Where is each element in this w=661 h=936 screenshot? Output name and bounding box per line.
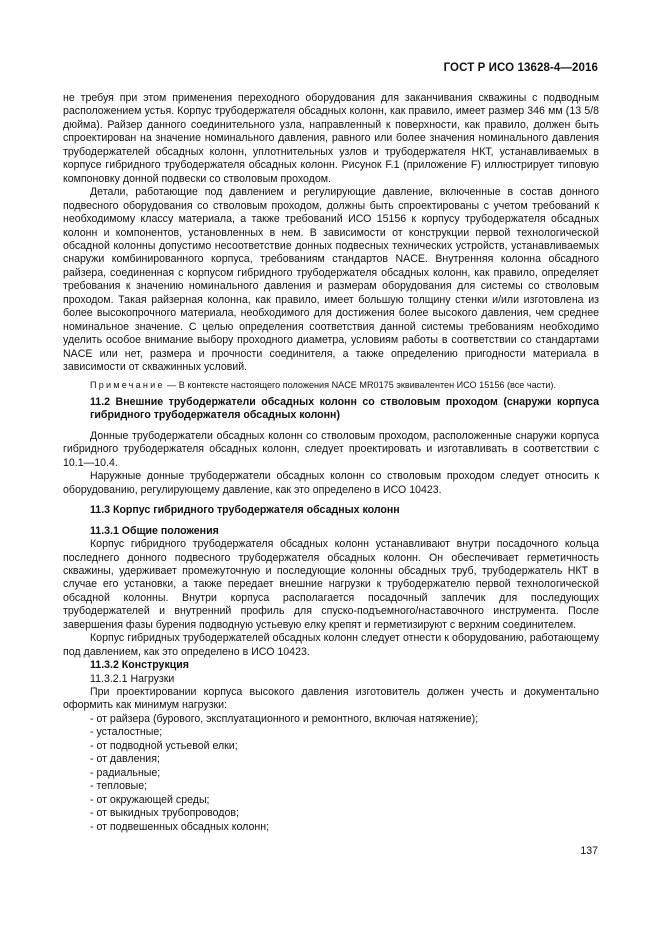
section-heading-11-3-2: 11.3.2 Конструкция xyxy=(90,659,189,672)
note-text: — В контексте настоящего положения NACE MR0175 эквивалентен ИСО 15156 (все части). xyxy=(164,379,556,390)
list-item: - радиальные; xyxy=(90,766,161,779)
paragraph-continuation: не требуя при этом применения переходного оборудования для заканчивания скважины с подводным расположением устья. Корпус трубодержателя обсадных колонн, как правило, имеет размер 346 мм (13 5/8 дюйма). Райзер данного соединительного узла, направленный к поверхности, как правило, должен быть спроектирован на значение номинального давления, равного или более значения номинального давления трубодержателей обсадных колонн, уплотнительных узлов и трубодержателя НКТ, устанавливаемых в корпусе гибридного трубодержателя обсадных колонн. Рисунок F.1 (приложение F) иллюстрирует типовую компоновку донной подвески со стволовым проходом. xyxy=(63,92,599,185)
list-item: - тепловые; xyxy=(90,780,148,793)
section-heading-11-2: 11.2 Внешние трубодержатели обсадных колонн со стволовым проходом (снаружи корпуса гибридного трубодержателя обсадных колонн) xyxy=(90,395,599,422)
document-code-header: ГОСТ Р ИСО 13628-4—2016 xyxy=(443,62,598,74)
paragraph-housing-general: Корпус гибридного трубодержателя обсадных колонн устанавливают внутри посадочного кольца последнего донного подвесного трубодержателя обсадных колонн. Он обеспечивает герметичность скважины, удерживает промежуточную и последующие колонны обсадных труб, трубодержатель НКТ в случае его установки, а также передает внешние нагрузки к трубодержателю первой технологической обсадной колонны. Внутри корпуса располагается посадочный заплечик для последующих трубодержателей и внутренний профиль для спуско-подъемного/наставочного инструмента. После завершения фазы бурения подводную устьевую елку крепят и герметизируют с верхним соединителем. xyxy=(63,538,599,631)
paragraph-external-hangers-class: Наружные донные трубодержатели обсадных колонн со стволовым проходом следует относить к оборудованию, регулирующему давление, как это определено в ИСО 10423. xyxy=(63,470,599,496)
page-number: 137 xyxy=(580,845,598,857)
paragraph-loads-intro: При проектировании корпуса высокого давления изготовитель должен учесть и документально оформить как минимум нагрузки: xyxy=(63,686,599,712)
section-heading-11-3-2-1: 11.3.2.1 Нагрузки xyxy=(90,672,175,685)
page-body xyxy=(63,92,599,834)
paragraph-housing-class: Корпус гибридных трубодержателей обсадных колонн следует отнести к оборудованию, работающему под давлением, как это определено в ИСО 10423. xyxy=(63,632,599,658)
section-heading-11-3: 11.3 Корпус гибридного трубодержателя обсадных колонн xyxy=(90,504,400,517)
loads-list xyxy=(63,713,599,834)
paragraph-external-hangers: Донные трубодержатели обсадных колонн со стволовым проходом, расположенные снаружи корпуса гибридного трубодержателя обсадных колонн, следует проектировать и изготавливать в соответствии с 10.1—10.4. xyxy=(63,429,599,469)
list-item: - от подвешенных обсадных колонн; xyxy=(90,820,270,833)
list-item: - усталостные; xyxy=(90,726,163,739)
list-item: - от райзера (бурового, эксплуатационного и ремонтного, включая натяжение); xyxy=(90,712,479,725)
list-item: - от подводной устьевой елки; xyxy=(90,739,238,752)
section-heading-11-3-1: 11.3.1 Общие положения xyxy=(90,524,219,537)
paragraph-pressure-parts: Детали, работающие под давлением и регулирующие давление, включенные в состав донного подвесного оборудования со стволовым проходом, должны быть спроектированы с учетом требований к необходимому классу материала, а также требований ИСО 15156 к корпусу трубодержателя обсадных колонн и компонентов, установленных в нем. В зависимости от конструкции первой технологической обсадной колонны допустимо несоответствие донных подвесных технических устройств, устанавливаемых снаружи комбинированного корпуса, требованиям стандартов NACE. Внутренняя колонна обсадного райзера, соединенная с корпусом гибридного трубодержателя обсадных колонн, как правило, определяет требования к значению номинального давления и размерам оборудования для системы со стволовым проходом. Такая райзерная колонна, как правило, имеет большую толщину стенки и/или изготовлена из более высокопрочного материала, необходимого для достижения более высокого давления, чем среднее номинальное значение. С целью определения соответствия данной системы требованиям необходимо уделить особое внимание выбору проходного диаметра, условиям работы в соответствии со стандартами NACE или нет, размера и прочности соединителя, а также определению пригодности материала в зависимости от скважинных условий. xyxy=(63,186,599,374)
note xyxy=(63,379,599,392)
list-item: - от окружающей среды; xyxy=(90,793,210,806)
list-item: - от давления; xyxy=(90,753,160,766)
list-item: - от выкидных трубопроводов; xyxy=(90,807,239,820)
note-label: Примечание xyxy=(90,379,165,390)
